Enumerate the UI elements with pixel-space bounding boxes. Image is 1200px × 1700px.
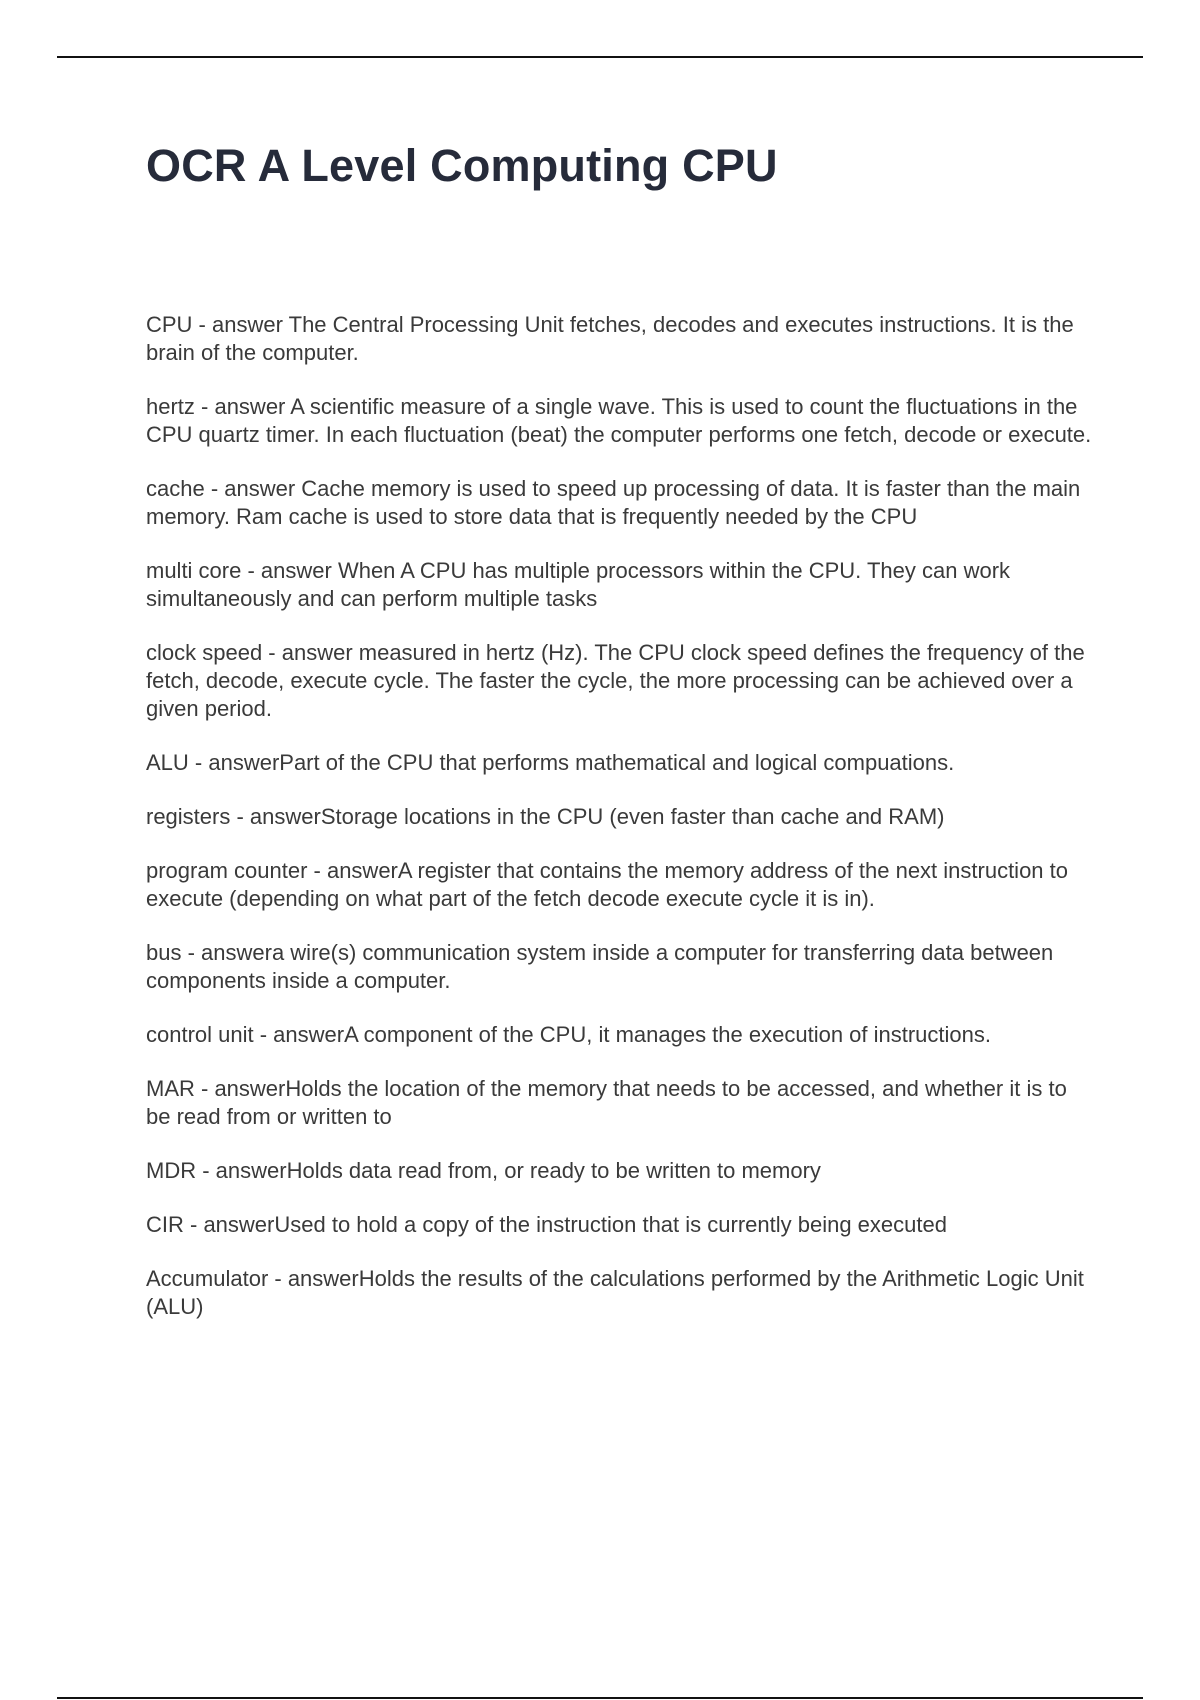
flashcard-entry: CIR - answerUsed to hold a copy of the instruction that is currently being executed: [146, 1212, 947, 1237]
flashcard-entry: program counter - answerA register that contains the memory address of the next instruction to execute (depending on what part of the fetch decode execute cycle it is in).: [146, 858, 1069, 911]
flashcard-entry: Accumulator - answerHolds the results of the calculations performed by the Arithmetic Logic Unit (ALU): [146, 1266, 1084, 1319]
flashcard-entry: MAR - answerHolds the location of the memory that needs to be accessed, and whether it is to be read from or written to: [146, 1076, 1067, 1129]
flashcard-entry: control unit - answerA component of the CPU, it manages the execution of instructions.: [146, 1022, 992, 1047]
flashcard-entry: hertz - answer A scientific measure of a single wave. This is used to count the fluctuations in the CPU quartz timer. In each fluctuation (beat) the computer performs one fetch, decode or execute.: [146, 394, 1092, 447]
flashcard-entry: CPU - answer The Central Processing Unit fetches, decodes and executes instructions. It is the brain of the computer.: [146, 312, 1074, 365]
document-title: OCR A Level Computing CPU: [146, 140, 778, 191]
flashcard-entry: MDR - answerHolds data read from, or ready to be written to memory: [146, 1158, 821, 1183]
flashcard-list: [146, 311, 1096, 1347]
flashcard-entry: ALU - answerPart of the CPU that performs mathematical and logical compuations.: [146, 750, 955, 775]
flashcard-entry: multi core - answer When A CPU has multiple processors within the CPU. They can work simultaneously and can perform multiple tasks: [146, 558, 1011, 611]
top-divider: [57, 56, 1143, 58]
flashcard-entry: bus - answera wire(s) communication system inside a computer for transferring data between components inside a computer.: [146, 940, 1054, 993]
flashcard-entry: clock speed - answer measured in hertz (Hz). The CPU clock speed defines the frequency of the fetch, decode, execute cycle. The faster the cycle, the more processing can be achieved over a given period.: [146, 640, 1085, 721]
bottom-divider: [57, 1697, 1143, 1699]
flashcard-entry: cache - answer Cache memory is used to speed up processing of data. It is faster than the main memory. Ram cache is used to store data that is frequently needed by the CPU: [146, 476, 1081, 529]
flashcard-entry: registers - answerStorage locations in the CPU (even faster than cache and RAM): [146, 804, 945, 829]
